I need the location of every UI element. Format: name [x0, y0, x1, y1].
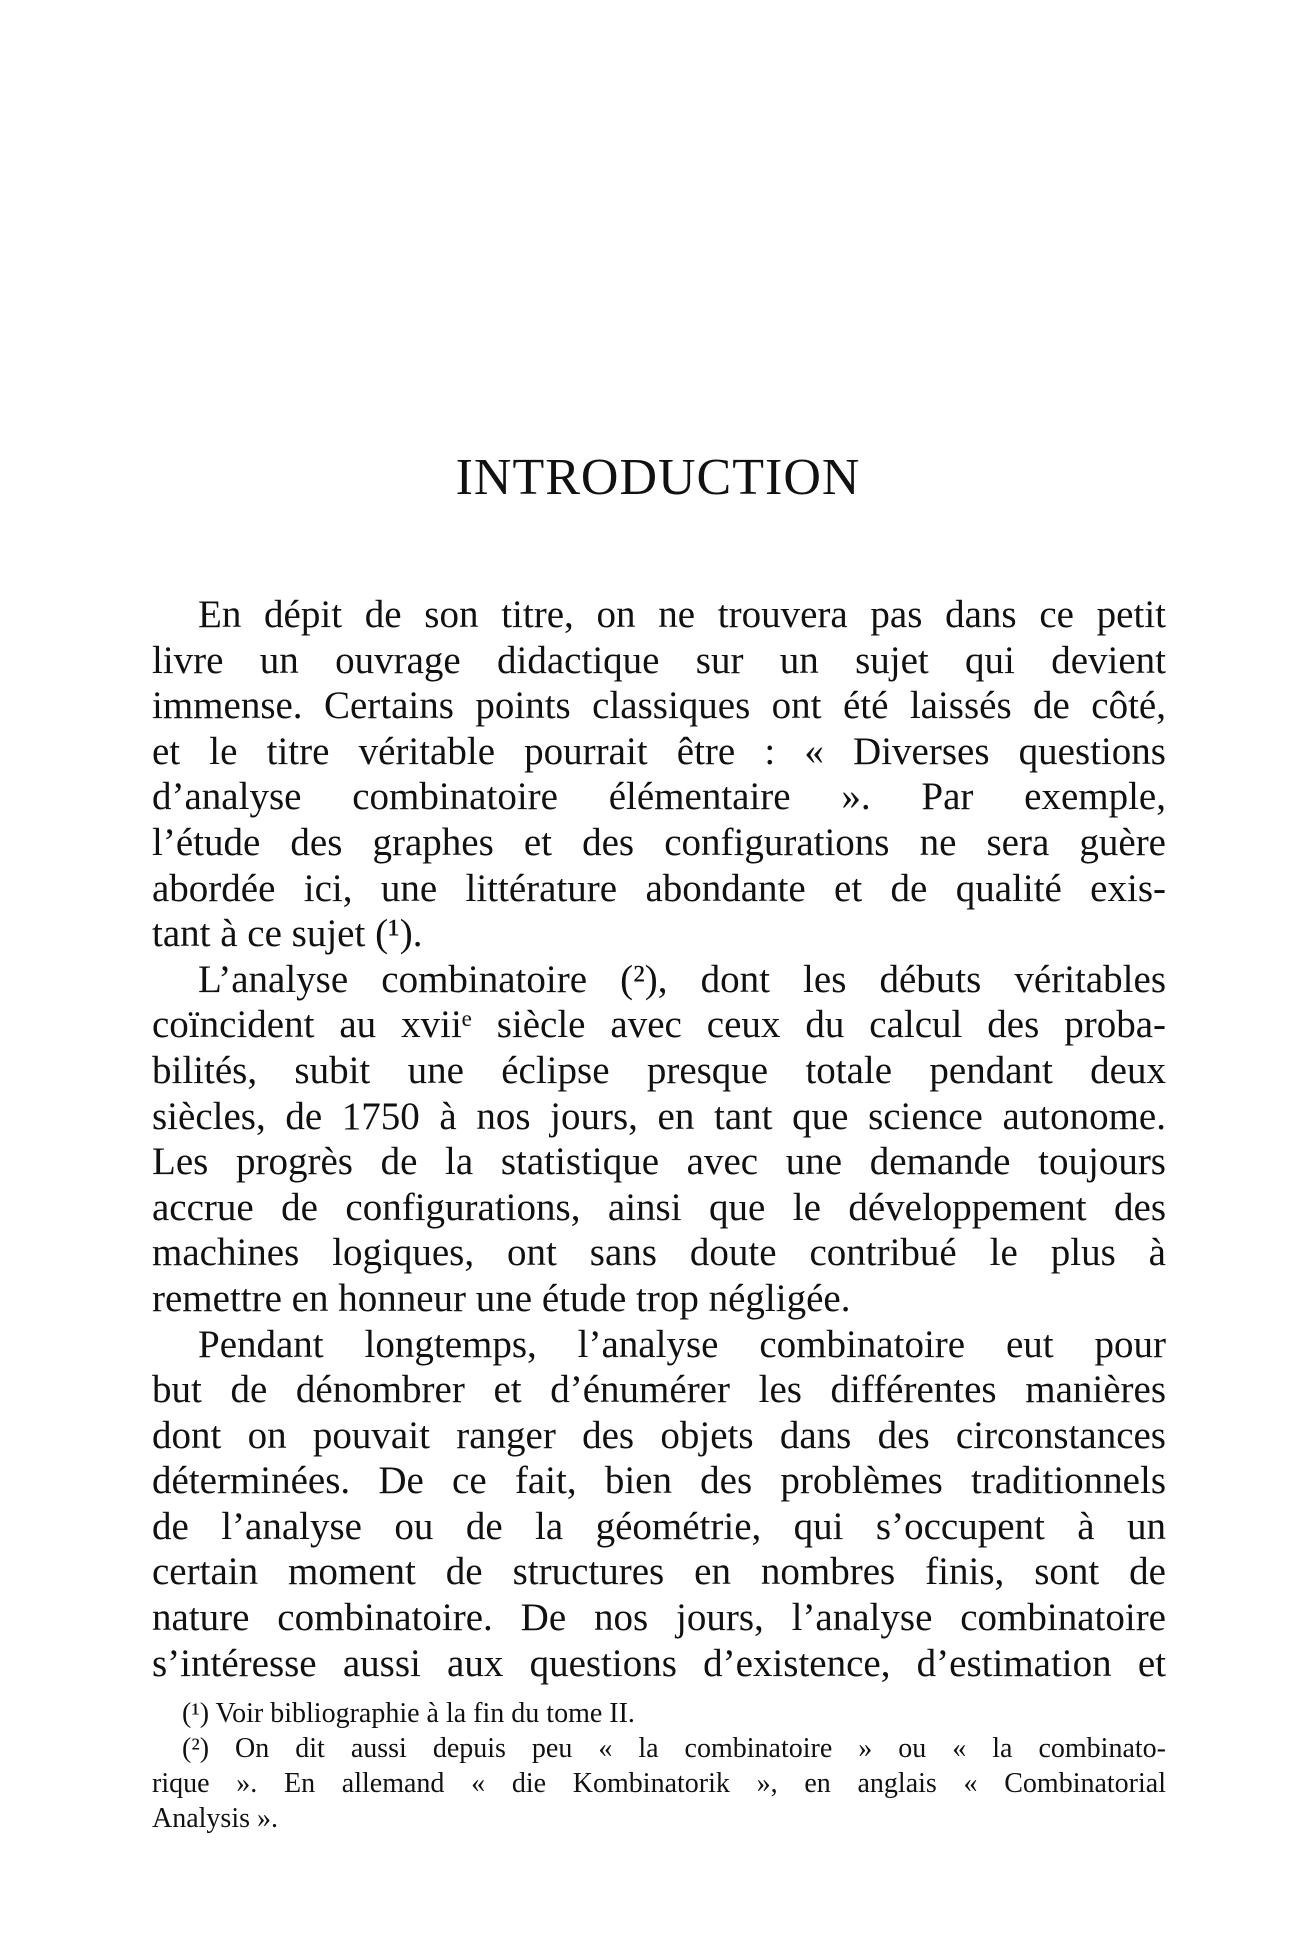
footnote-line: (¹) Voir bibliographie à la fin du tome II. [182, 1698, 635, 1729]
text-line: d’analyse combinatoire élémentaire ». Par exemple, [152, 775, 1166, 819]
text-line: Pendant longtemps, l’analyse combinatoire eut pour [198, 1322, 1166, 1366]
footnote-line: (²) On dit aussi depuis peu « la combinatoire » ou « la combinato- [182, 1733, 1166, 1764]
footnotes [152, 1696, 1166, 1836]
text-line: s’intéresse aussi aux questions d’existence, d’estimation et [152, 1641, 1166, 1685]
text-line: l’étude des graphes et des configurations ne sera guère [152, 820, 1166, 864]
text-line: déterminées. De ce fait, bien des problèmes traditionnels [152, 1459, 1166, 1503]
text-line: livre un ouvrage didactique sur un sujet qui devient [152, 638, 1166, 682]
body-text [152, 592, 1166, 1686]
text-line: immense. Certains points classiques ont été laissés de côté, [152, 684, 1166, 728]
text-line: dont on pouvait ranger des objets dans des circonstances [152, 1413, 1166, 1457]
text-line: but de dénombrer et d’énumérer les différentes manières [152, 1368, 1166, 1412]
text-line: remettre en honneur une étude trop négligée. [152, 1276, 851, 1320]
text-line: et le titre véritable pourrait être : « Diverses questions [152, 729, 1166, 773]
text-line: machines logiques, ont sans doute contribué le plus à [152, 1231, 1166, 1275]
footnote-line: rique ». En allemand « die Kombinatorik », en anglais « Combinatorial [152, 1768, 1166, 1799]
text-line: En dépit de son titre, on ne trouvera pas dans ce petit [198, 593, 1166, 636]
text-line: L’analyse combinatoire (²), dont les débuts véritables [198, 957, 1166, 1001]
footnote-line: Analysis ». [152, 1803, 278, 1834]
text-line: tant à ce sujet (¹). [152, 912, 423, 956]
text-line: siècles, de 1750 à nos jours, en tant que science autonome. [152, 1094, 1166, 1138]
chapter-title: INTRODUCTION [455, 449, 861, 506]
text-line: certain moment de structures en nombres finis, sont de [152, 1550, 1166, 1594]
text-line: coïncident au xviiᵉ siècle avec ceux du calcul des proba- [152, 1003, 1166, 1047]
text-line: abordée ici, une littérature abondante et de qualité exis- [152, 866, 1166, 910]
text-line: bilités, subit une éclipse presque totale pendant deux [152, 1048, 1166, 1092]
text-line: nature combinatoire. De nos jours, l’analyse combinatoire [152, 1596, 1166, 1640]
text-line: Les progrès de la statistique avec une demande toujours [152, 1140, 1166, 1184]
text-line: accrue de configurations, ainsi que le développement des [152, 1185, 1166, 1229]
text-line: de l’analyse ou de la géométrie, qui s’occupent à un [152, 1504, 1166, 1548]
